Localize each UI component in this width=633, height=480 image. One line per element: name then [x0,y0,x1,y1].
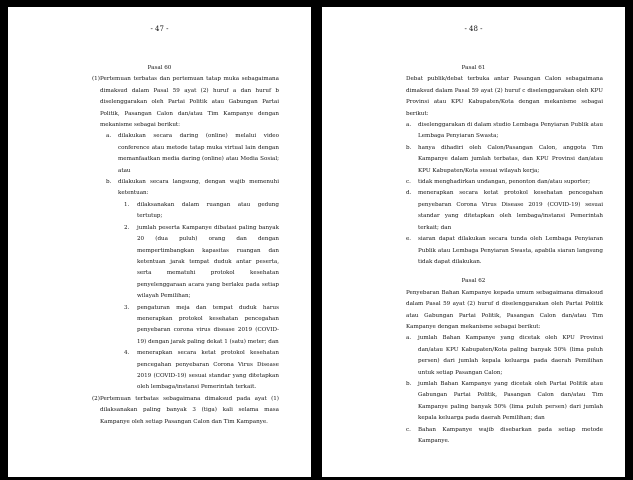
item-text: jumlah Bahan Kampanye yang dicetak oleh Partai Politik atau Gabungan Partai Politik, Pasangan Calon dan/atau Tim Kampanye paling banyak 50% (lima puluh persen) dari jumlah kepala keluarga pada daerah Pemilihan; dan [418,380,603,422]
item-text: Pertemuan terbatas dan pertemuan tatap muka sebagaimana dimaksud dalam Pasal 59 ayat (2) huruf a dan huruf b diselenggarakan oleh Partai Politik atau Gabungan Partai Politik, Pasangan Calon dan/atau Tim Kampanye dengan mekanisme sebagai berikut: [100,76,279,129]
page-number: - 47 - [150,25,169,33]
item-text: Pertemuan terbatas sebagaimana dimaksud pada ayat (1) dilaksanakan paling banyak 3 (tiga) kali selama masa Kampanye oleh setiap Pasangan Calon dan Tim Kampanye. [100,395,279,425]
article-title: Pasal 62 [461,278,486,285]
item-text: dilakukan secara langsung, dengan wajib memenuhi ketentuan: [118,179,279,197]
sub-sub-item [8,348,311,394]
item-marker: (1) [92,76,100,83]
item-marker: c. [406,179,411,186]
sub-sub-item [8,200,311,223]
item-marker: a. [406,335,412,342]
article-intro: Penyebaran Bahan Kampanye kepada umum sebagaimana dimaksud dalam Pasal 59 ayat (2) huruf d diselenggarakan oleh Partai Politik atau Gabungan Partai Politik, Pasangan Calon dan/atau Tim Kampanye dengan mekanisme sebagai berikut: [406,289,603,330]
item-text: jumlah Bahan Kampanye yang dicetak oleh KPU Provinsi dan/atau KPU Kabupaten/Kota paling banyak 50% (lima puluh persen) dari jumlah kepala keluarga pada daerah Pemilihan untuk setiap Pasangan Calon; [418,335,603,376]
item-marker: 2. [124,224,130,231]
section-spacer [322,268,625,276]
item-text: tidak menghadirkan undangan, penonton dan/atau suporter; [418,179,591,186]
item-text: siaran dapat dilakukan secara tunda oleh Lembaga Penyiaran Publik atau Lembaga Penyiaran Swasta, apabila siaran langsung tidak dapat dilakukan. [418,236,603,265]
item-marker: 3. [124,304,130,311]
item-text: dilaksanakan dalam ruangan atau gedung tertutup; [137,201,279,220]
paragraph-item [8,74,311,131]
item-marker: a. [406,122,412,129]
document-page-right [322,7,625,477]
list-item [322,425,625,448]
list-item [322,177,625,188]
list-item [322,333,625,379]
paragraph-item [8,394,311,428]
document-page-left [8,7,311,477]
list-item [322,143,625,177]
sub-sub-item [8,223,311,303]
item-text: hanya dihadiri oleh Calon/Pasangan Calon, anggota Tim Kampanye dalam jumlah terbatas, dan KPU Provinsi dan/atau KPU Kabupaten/Kota sesuai wilayah kerja; [418,144,603,174]
item-marker: b. [406,144,412,151]
item-marker: b. [106,179,112,186]
item-text: Bahan Kampanye wajib disebarkan pada setiap metode Kampanye. [418,426,603,444]
item-marker: 4. [124,350,130,357]
article-intro: Debat publik/debat terbuka antar Pasangan Calon sebagaimana dimaksud dalam Pasal 59 ayat (2) huruf c diselenggarakan oleh KPU Provinsi atau KPU Kabupaten/Kota dengan mekanisme sebagai berikut: [406,76,603,117]
item-marker: a. [106,133,112,140]
page-content [322,63,625,447]
item-marker: 1. [124,201,130,208]
list-item [322,120,625,143]
list-item [322,188,625,234]
item-text: diselenggarakan di dalam studio Lembaga Penyiaran Publik atau Lembaga Penyiaran Swasta; [418,122,603,140]
item-text: menerapkan secara ketat protokol kesehatan pencegahan penyebaran Corona Virus Disease 2019 (COVID-19) sesuai standar yang ditetapkan oleh lembaga/instansi Pemerintah terkait; dan [418,190,603,231]
item-text: jumlah peserta Kampanye dibatasi paling banyak 20 (dua puluh) orang dan dengan mempertimbangkan kapasitas ruangan dan ketentuan jarak tempat duduk antar peserta, serta mematuhi protokol kesehatan penyelenggaraan acara yang berlaku pada setiap wilayah Pemilihan; [137,224,279,300]
item-marker: d. [406,190,412,197]
article-title: Pasal 61 [461,65,486,71]
sub-item [8,131,311,177]
page-content [8,63,311,428]
item-marker: b. [406,380,412,387]
item-marker: c. [406,426,411,433]
article-title: Pasal 60 [147,65,172,71]
item-marker: (2) [92,395,100,402]
sub-item [8,177,311,200]
item-text: menerapkan secara ketat protokol kesehatan pencegahan penyebaran Corona Virus Disease 2019 (COVID-19) sesuai standar yang ditetapkan oleh lembaga/instansi Pemerintah terkait. [137,350,279,391]
sub-sub-item [8,303,311,349]
page-number: - 48 - [464,25,483,33]
item-marker: e. [406,236,412,243]
item-text: pengaturan meja dan tempat duduk harus menerapkan protokol kesehatan pencegahan penyebaran corona virus disease 2019 (COVID-19) dengan jarak paling dekat 1 (satu) meter; dan [137,304,279,345]
list-item [322,379,625,425]
list-item [322,234,625,268]
item-text: dilakukan secara daring (online) melalui video conference atau metode tatap muka virtual lain dengan memanfaatkan media daring (online) atau Media Sosial; atau [118,133,279,174]
